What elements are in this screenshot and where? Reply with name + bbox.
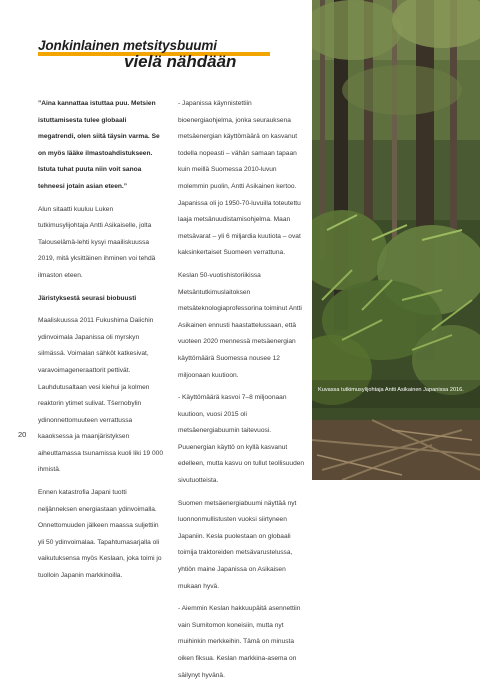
forest-photo <box>312 0 480 480</box>
forest-illustration <box>312 0 480 480</box>
text-column-1 <box>38 96 164 591</box>
paragraph-forecast: Keslan 50-vuotishistoriikissa Metsäntutkimuslaitoksen metsäteknologiaprofessorina toiminut Antti Asikainen ennusti haastattelussaan, että vuoteen 2020 mennessä metsäenergian käyttömäärä Suomessa nousee 12 miljoonaan kuutioon. <box>178 271 302 379</box>
paragraph-shift: Suomen metsäenergiabuumi näyttää nyt luonnonmullistusten vuoksi siirtyneen Japaniin. Kesla puolestaan on globaali toimija traktoreiden metsävarustelussa, yhtiön maine Japanissa on Asikaisen mukaan hyvä. <box>178 499 297 590</box>
paragraph-energy: Ennen katastrofia Japani tuotti neljänneksen energiastaan ydinvoimalla. Onnettomuuden jälkeen maassa suljettiin yli 50 ydinvoimalaa. Tapahtumasarjalla oli vaikutuksensa myös Keslaan, joka toimi jo tuolloin Japanin markkinoilla. <box>38 489 162 580</box>
subheading: Järistyksestä seurasi biobuusti <box>38 294 137 302</box>
paragraph-intro: Alun sitaatti kuuluu Luken tutkimusylijohtaja Antti Asikaiselle, jolta Talouselämä-lehti kysyi maailiskuussa 2019, mitä yksittäinen ihminen voi tehdä ilmaston eteen. <box>38 205 156 279</box>
headline-line-2: vielä nähdään <box>124 52 237 71</box>
photo-caption: Kuvassa tutkimusylijohtaja Antti Asikainen Japanissa 2016. <box>318 387 464 393</box>
lead-quote: ”Aina kannattaa istuttaa puu. Metsien istuttamisesta tulee globaali megatrendi, olen siitä täysin varma. Se on myös lääke ilmastoahdistukseen. Istuta tuhat puuta niin voit sanoa tehneesi jotain asian eteen.” <box>38 100 160 190</box>
headline-line-1: Jonkinlainen metsitysbuumi <box>38 38 217 53</box>
page-number: 20 <box>18 430 27 439</box>
paragraph-kesla: - Aiemmin Keslan hakkuupäitä asennettiin vain Sumitomon koneisiin, mutta nyt muihinkin merkkeihin. Tämä on minusta oiken fiksua. Keslan markkina-asema on säilynyt hyvänä. <box>178 605 301 679</box>
paragraph-fukushima: Maaliskuussa 2011 Fukushima Daiichin ydinvoimala Japanissa oli myrskyn silmässä. Voimalan sähköt katkesivat, varavoimageneraattorit pettivät. Lauhdutusaltaan vesi kiehui ja kolmen reaktorin ytimet sulivat. Tšernobylin ydinonnettomuuteen verrattussa kaaoksessa ja maanjäristyksen aiheuttamassa tsunamissa kuoli liki 19 000 ihmistä. <box>38 317 163 474</box>
paragraph-bioenergy: - Japanissa käynnistettiin bioenergiaohjelma, jonka seurauksena metsäenergian käyttömäärä on kasvanut todella nopeasti – vähän samaan tapaan kuin meillä Suomessa 2010-luvun molemmin puolin, Antti Asikainen kertoo. Japanissa oli jo 1950-70-luvuilla toteutettu laaja metsänuudistamisohjelma. Maan metsävarat – yli 6 miljardia kuutiota – ovat kaksinkertaiset Suomeen verrattuna. <box>178 100 301 257</box>
text-column-2 <box>178 96 306 690</box>
paragraph-usage: - Käyttömäärä kasvoi 7–8 miljoonaan kuutioon, vuosi 2015 oli metsäenergiabuumin taitevuosi. Puuenergian käyttö on kyllä kasvanut edelleen, mutta kasvu on tullut teollisuuden sivutuotteista. <box>178 394 305 485</box>
